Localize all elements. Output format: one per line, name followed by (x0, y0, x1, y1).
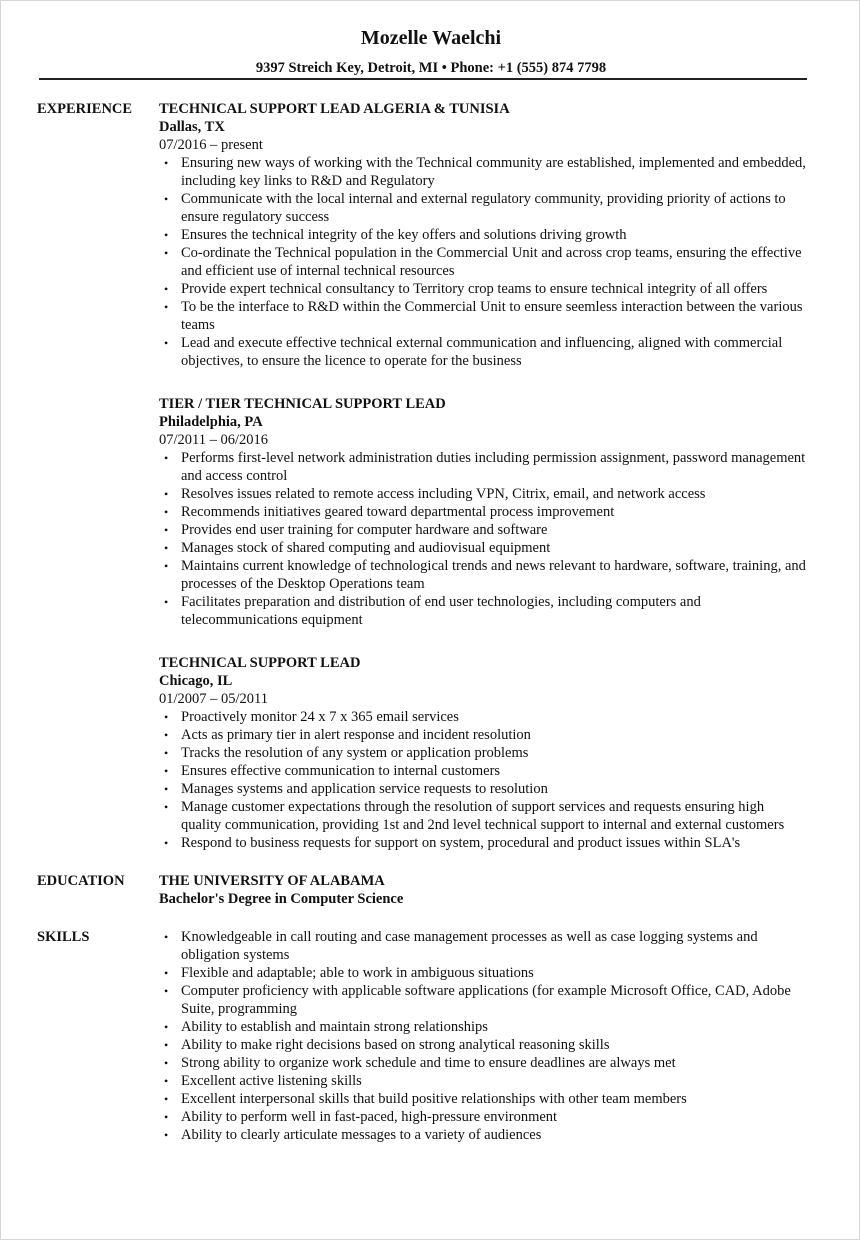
bullet-icon: • (164, 836, 169, 850)
bullet-icon: • (164, 192, 169, 206)
bullet-icon: • (164, 764, 169, 778)
bullet-icon: • (164, 984, 169, 998)
bullet-icon: • (164, 746, 169, 760)
skill-item (159, 1072, 807, 1090)
bullet-icon: • (164, 336, 169, 350)
bullet-text: Ensures effective communication to internal customers (181, 763, 501, 779)
skills-content (159, 928, 807, 1144)
bullet-text: Lead and execute effective technical external communication and influencing, aligned with commercial objectives, to ensure the licence to operate for the business (181, 335, 783, 369)
skill-text: Flexible and adaptable; able to work in ambiguous situations (181, 965, 534, 981)
bullet-text: Maintains current knowledge of technological trends and news relevant to hardware, software, training, and processes of the Desktop Operations team (181, 558, 806, 592)
job-dates: 01/2007 – 05/2011 (159, 691, 269, 707)
bullet-text: Manages stock of shared computing and audiovisual equipment (181, 540, 551, 556)
skill-item (159, 982, 807, 1018)
job-title: TECHNICAL SUPPORT LEAD ALGERIA & TUNISIA (159, 101, 510, 117)
bullet-item (159, 190, 807, 226)
bullet-icon: • (164, 559, 169, 573)
bullet-icon: • (164, 710, 169, 724)
bullet-icon: • (164, 930, 169, 944)
skill-item (159, 1126, 807, 1144)
bullet-item (159, 485, 807, 503)
bullet-item (159, 449, 807, 485)
bullet-icon: • (164, 451, 169, 465)
bullet-text: Ensuring new ways of working with the Technical community are established, implemented and embedded, including key links to R&D and Regulatory (181, 155, 806, 189)
skill-text: Ability to make right decisions based on strong analytical reasoning skills (181, 1037, 610, 1053)
bullet-icon: • (164, 523, 169, 537)
skill-text: Computer proficiency with applicable software applications (for example Microsoft Office, CAD, Adobe Suite, programming (181, 983, 791, 1017)
bullet-item (159, 503, 807, 521)
bullet-icon: • (164, 541, 169, 555)
bullet-item (159, 154, 807, 190)
bullet-icon: • (164, 1128, 169, 1142)
bullet-text: Communicate with the local internal and external regulatory community, providing priority of actions to ensure regulatory success (181, 191, 786, 225)
bullet-text: Manages systems and application service requests to resolution (181, 781, 548, 797)
job-bullets (159, 708, 807, 852)
bullet-text: Proactively monitor 24 x 7 x 365 email services (181, 709, 459, 725)
skill-item (159, 1018, 807, 1036)
school-name: THE UNIVERSITY OF ALABAMA (159, 873, 385, 889)
skill-text: Excellent active listening skills (181, 1073, 362, 1089)
bullet-icon: • (164, 487, 169, 501)
skill-item (159, 928, 807, 964)
bullet-item (159, 708, 807, 726)
skill-item (159, 1036, 807, 1054)
degree-name: Bachelor's Degree in Computer Science (159, 891, 404, 907)
job-entry (159, 654, 807, 852)
job-entry (159, 395, 807, 629)
education-content (159, 872, 807, 908)
bullet-text: Performs first-level network administration duties including permission assignment, password management and access control (181, 450, 806, 484)
bullet-icon: • (164, 595, 169, 609)
bullet-icon: • (164, 782, 169, 796)
bullet-icon: • (164, 1038, 169, 1052)
education-heading: EDUCATION (37, 873, 125, 889)
skill-text: Ability to establish and maintain strong relationships (181, 1019, 488, 1035)
bullet-item (159, 593, 807, 629)
bullet-item (159, 226, 807, 244)
bullet-icon: • (164, 1020, 169, 1034)
bullet-icon: • (164, 966, 169, 980)
bullet-item (159, 521, 807, 539)
job-location: Philadelphia, PA (159, 414, 263, 430)
bullet-item (159, 798, 807, 834)
skill-text: Ability to perform well in fast-paced, high-pressure environment (181, 1109, 558, 1125)
bullet-text: Ensures the technical integrity of the key offers and solutions driving growth (181, 227, 627, 243)
candidate-name: Mozelle Waelchi (360, 27, 502, 49)
skill-item (159, 1054, 807, 1072)
job-bullets (159, 449, 807, 629)
job-bullets (159, 154, 807, 370)
bullet-text: Provide expert technical consultancy to Territory crop teams to ensure technical integrity of all offers (181, 281, 768, 297)
job-title: TECHNICAL SUPPORT LEAD (159, 655, 361, 671)
bullet-text: Facilitates preparation and distribution of end user technologies, including computers and telecommunications equipment (181, 594, 701, 628)
bullet-item (159, 539, 807, 557)
skill-item (159, 1090, 807, 1108)
bullet-item (159, 280, 807, 298)
bullet-item (159, 244, 807, 280)
job-title: TIER / TIER TECHNICAL SUPPORT LEAD (159, 396, 446, 412)
experience-heading: EXPERIENCE (37, 101, 133, 117)
bullet-text: Tracks the resolution of any system or application problems (181, 745, 529, 761)
skill-text: Excellent interpersonal skills that build positive relationships with other team members (181, 1091, 687, 1107)
bullet-icon: • (164, 228, 169, 242)
bullet-icon: • (164, 1110, 169, 1124)
skill-item (159, 1108, 807, 1126)
bullet-icon: • (164, 800, 169, 814)
bullet-text: Recommends initiatives geared toward departmental process improvement (181, 504, 615, 520)
bullet-item (159, 762, 807, 780)
header-divider (39, 78, 807, 80)
bullet-text: Manage customer expectations through the resolution of support services and requests ensuring high quality communication, providing 1st and 2nd level technical support to internal and external customers (181, 799, 785, 833)
bullet-icon: • (164, 505, 169, 519)
contact-line: 9397 Streich Key, Detroit, MI • Phone: +1 (555) 874 7798 (255, 60, 607, 76)
skills-heading: SKILLS (37, 929, 90, 945)
bullet-text: Provides end user training for computer hardware and software (181, 522, 548, 538)
bullet-item (159, 334, 807, 370)
job-dates: 07/2016 – present (159, 137, 263, 153)
bullet-text: Resolves issues related to remote access including VPN, Citrix, email, and network access (181, 486, 706, 502)
bullet-text: Co-ordinate the Technical population in the Commercial Unit and across crop teams, ensuring the effective and efficient use of internal technical resources (181, 245, 802, 279)
bullet-icon: • (164, 1074, 169, 1088)
bullet-item (159, 298, 807, 334)
bullet-text: To be the interface to R&D within the Commercial Unit to ensure seemless interaction between the various teams (181, 299, 803, 333)
job-dates: 07/2011 – 06/2016 (159, 432, 269, 448)
bullet-text: Acts as primary tier in alert response and incident resolution (181, 727, 531, 743)
bullet-item (159, 744, 807, 762)
skills-list (159, 928, 807, 1144)
job-location: Chicago, IL (159, 673, 233, 689)
skill-text: Strong ability to organize work schedule and time to ensure deadlines are always met (181, 1055, 676, 1071)
bullet-item (159, 834, 807, 852)
skill-item (159, 964, 807, 982)
bullet-icon: • (164, 282, 169, 296)
experience-content (159, 100, 807, 877)
skill-text: Ability to clearly articulate messages to a variety of audiences (181, 1127, 542, 1143)
bullet-item (159, 780, 807, 798)
bullet-icon: • (164, 300, 169, 314)
bullet-icon: • (164, 246, 169, 260)
job-location: Dallas, TX (159, 119, 225, 135)
skill-text: Knowledgeable in call routing and case management processes as well as case logging systems and obligation systems (181, 929, 758, 963)
bullet-icon: • (164, 1092, 169, 1106)
bullet-item (159, 557, 807, 593)
job-entry (159, 100, 807, 370)
bullet-item (159, 726, 807, 744)
bullet-icon: • (164, 728, 169, 742)
bullet-icon: • (164, 1056, 169, 1070)
bullet-icon: • (164, 156, 169, 170)
bullet-text: Respond to business requests for support on system, procedural and product issues within SLA's (181, 835, 741, 851)
